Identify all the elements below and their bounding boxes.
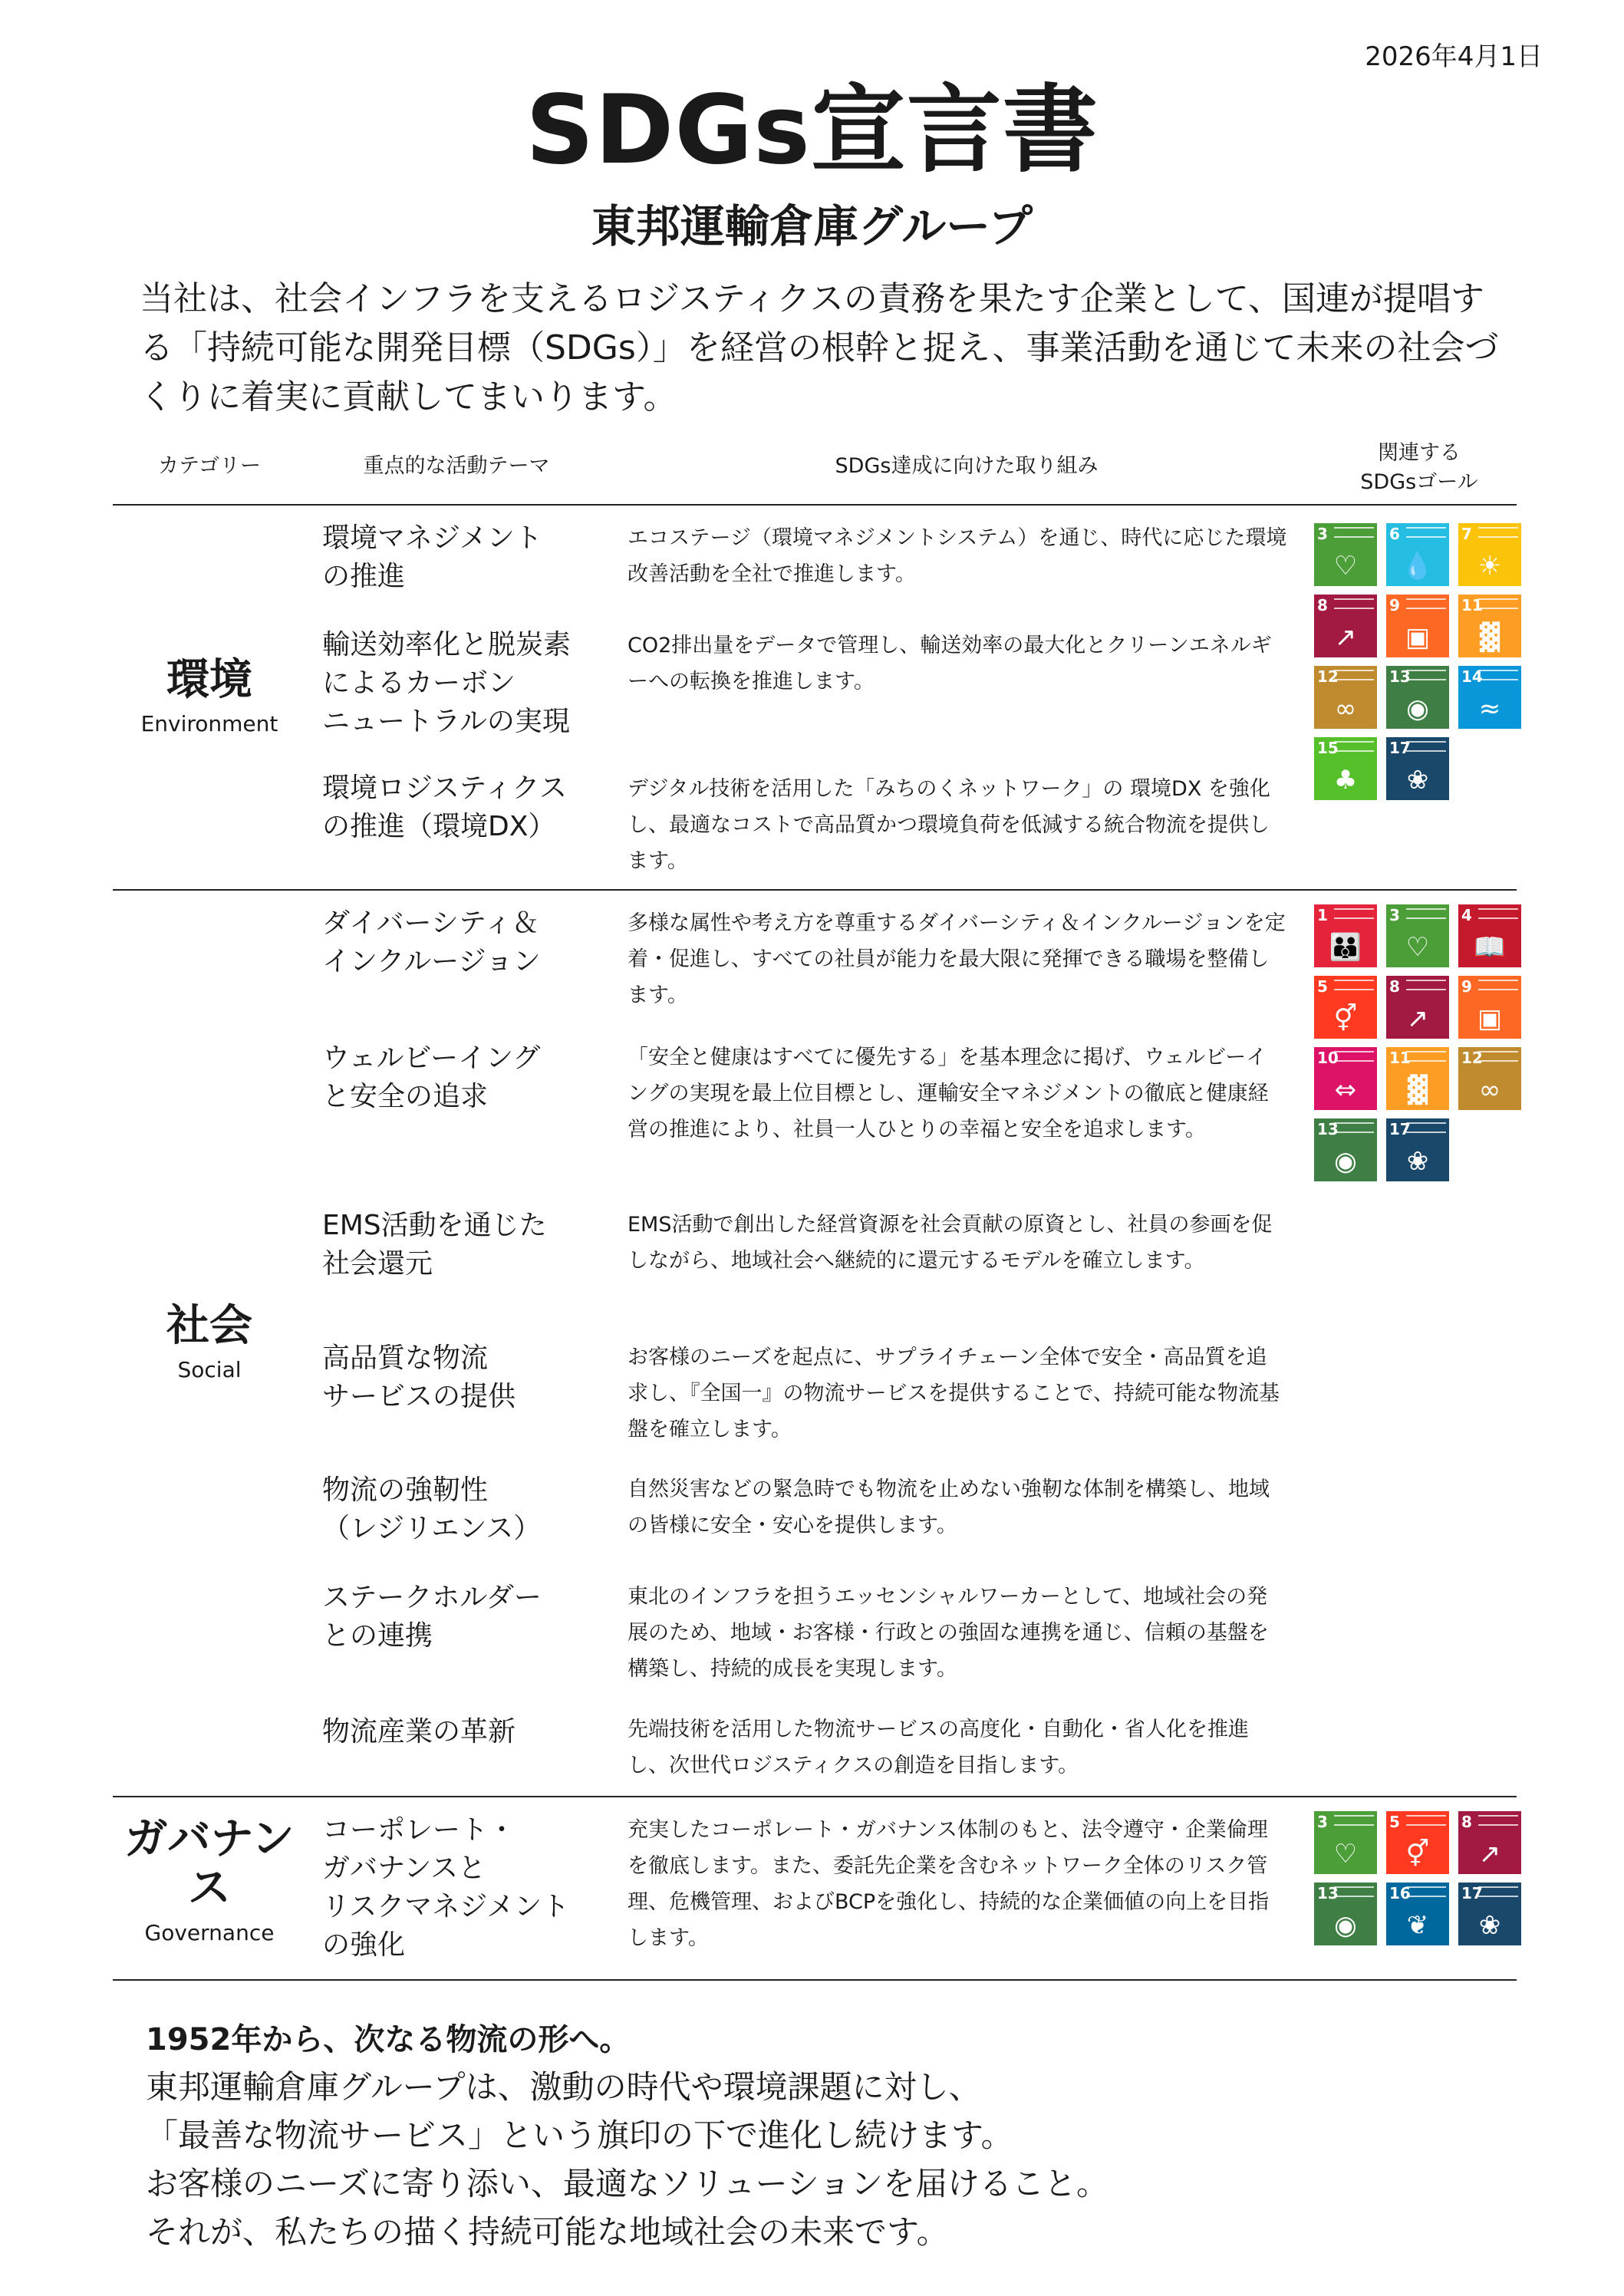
sdg-goal-14-tile [1458,666,1521,729]
earth-eye-icon: ◉ [1334,1910,1357,1941]
theme-soc-7: 物流産業の革新 [322,1716,516,1748]
sdg-goal-number: 17 [1461,1884,1483,1902]
sdg-goal-number: 11 [1461,596,1483,614]
sdg-goal-5-tile [1314,976,1377,1039]
sdg-goal-12-tile [1458,1047,1521,1110]
rule-environment-end [113,889,1517,891]
category-name-en: Social [177,1357,242,1383]
sdg-goal-caption-lines [1478,1815,1518,1826]
sdg-goal-number: 16 [1389,1884,1411,1902]
theme-soc-6: ステークホルダー との連携 [322,1582,542,1652]
sdg-goal-13-tile [1314,1883,1377,1945]
sdg-goal-caption-lines [1334,1815,1374,1826]
heartbeat-icon: ♡ [1333,1839,1358,1869]
sdg-goal-10-tile [1314,1047,1377,1110]
sdg-goal-caption-lines [1478,1051,1518,1062]
gender-icon: ⚥ [1333,1003,1358,1034]
closing-lead: 1952年から、次なる物流の形へ。 [146,2022,631,2057]
sdg-goal-3-tile [1314,1811,1377,1874]
sdg-goal-number: 12 [1317,667,1339,686]
sdg-goal-number: 13 [1317,1120,1339,1138]
sdg-goal-caption-lines [1334,1051,1374,1062]
sdg-goal-number: 5 [1317,977,1328,996]
city-buildings-icon: ▓ [1407,1075,1428,1105]
theme-soc-1: ダイバーシティ＆ インクルージョン [322,908,541,977]
heartbeat-icon: ♡ [1405,932,1430,963]
theme-soc-2: ウェルビーイング と安全の追求 [322,1043,541,1112]
sdg-goal-15-tile [1314,737,1377,800]
sdg-goal-8-tile [1458,1811,1521,1874]
sdg-goal-3-tile [1314,523,1377,586]
category-name: 環境 [166,655,252,705]
rule-governance-end [113,1979,1517,1981]
category-name: 社会 [166,1301,252,1351]
desc-env-3: デジタル技術を活用した「みちのくネットワーク」の 環境DX を強化し、最適なコストで高品質かつ環境負荷を低減する統合物流を提供します。 [628,777,1270,873]
sdg-goal-number: 11 [1389,1049,1411,1067]
theme-env-3: 環境ロジスティクス の推進（環境DX） [322,772,567,842]
rule-social-end [113,1796,1517,1797]
header-goals-line2: SDGsゴール [1360,470,1478,494]
sdg-goal-number: 9 [1461,977,1472,996]
sdg-goal-caption-lines [1406,1051,1446,1062]
category-name: ガバナンス [124,1814,295,1914]
closing-line-3: お客様のニーズに寄り添い、最適なソリューションを届けること。 [146,2165,1108,2202]
desc-env-1: エコステージ（環境マネジメントシステム）を通じ、時代に応じた環境改善活動を全社で推進します。 [628,526,1287,586]
growth-chart-icon: ↗ [1334,622,1357,653]
sdg-goal-12-tile [1314,666,1377,729]
sdg-goal-caption-lines [1406,527,1446,538]
sdg-goal-number: 15 [1317,739,1339,757]
closing-message [146,2017,1511,2256]
sdg-goal-5-tile [1386,1811,1449,1874]
gender-icon: ⚥ [1405,1839,1430,1869]
flower-rings-icon: ❀ [1478,1910,1501,1941]
sdg-goal-number: 3 [1317,1813,1328,1831]
sdg-goal-caption-lines [1334,741,1374,752]
sdg-goal-number: 4 [1461,906,1472,924]
earth-eye-icon: ◉ [1406,693,1429,724]
sdg-goal-caption-lines [1406,670,1446,680]
sdg-goal-number: 1 [1317,906,1328,924]
sdg-goal-caption-lines [1406,980,1446,990]
cubes-icon: ▣ [1477,1003,1503,1034]
sdg-goal-number: 6 [1389,525,1400,543]
sdg-goal-caption-lines [1406,1122,1446,1133]
category-name-en: Governance [144,1919,275,1945]
sdg-goal-number: 8 [1461,1813,1472,1831]
sdg-goal-number: 8 [1317,596,1328,614]
theme-env-2: 輸送効率化と脱炭素 によるカーボン ニュートラルの実現 [322,629,572,737]
desc-soc-4: お客様のニーズを起点に、サプライチェーン全体で安全・高品質を追求し、『全国一』の物流サービスを提供することで、持続可能な物流基盤を確立します。 [628,1346,1280,1441]
sdg-goal-number: 3 [1389,906,1400,924]
header-theme: 重点的な活動テーマ [363,454,550,478]
closing-line-4: それが、私たちの描く持続可能な地域社会の未来です。 [146,2213,949,2251]
flower-rings-icon: ❀ [1406,1146,1429,1177]
header-category: カテゴリー [158,454,261,478]
sdg-goal-number: 13 [1389,667,1411,686]
sdg-goal-16-tile [1386,1883,1449,1945]
desc-soc-2: 「安全と健康はすべてに優先する」を基本理念に掲げ、ウェルビーイングの実現を最上位目標とし、運輸安全マネジメントの徹底と健康経営の推進により、社員一人ひとりの幸福と安全を追求します。 [628,1046,1269,1141]
sdg-goal-6-tile [1386,523,1449,586]
sdg-goal-1-tile [1314,904,1377,967]
infinity-icon: ∞ [1334,693,1357,724]
desc-soc-3: EMS活動で創出した経営資源を社会貢献の原資とし、社員の参画を促しながら、地域社会へ継続的に還元するモデルを確立します。 [628,1213,1273,1273]
desc-gov-1: 充実したコーポレート・ガバナンス体制のもと、法令遵守・企業倫理を徹底します。また、委託先企業を含むネットワーク全体のリスク管理、危機管理、およびBCPを強化し、持続的な企業価値の向上を目指します。 [628,1818,1270,1950]
desc-soc-1: 多様な属性や考え方を尊重するダイバーシティ＆インクルージョンを定着・促進し、すべての社員が能力を最大限に発揮できる職場を整備します。 [628,911,1286,1007]
theme-soc-4: 高品質な物流 サービスの提供 [322,1342,516,1412]
theme-env-1: 環境マネジメント の推進 [322,522,542,592]
sdg-goal-17-tile [1458,1883,1521,1945]
sdg-goal-17-tile [1386,1118,1449,1181]
desc-env-2: CO2排出量をデータで管理し、輸送効率の最大化とクリーンエネルギーへの転換を推進します。 [628,634,1272,693]
sdg-goal-caption-lines [1406,1886,1446,1897]
infinity-icon: ∞ [1478,1075,1501,1105]
document-title: SDGs宣言書 [525,75,1099,186]
sdg-goal-9-tile [1386,595,1449,657]
sdg-goal-number: 12 [1461,1049,1483,1067]
sdg-goal-number: 10 [1317,1049,1339,1067]
sdg-goal-8-tile [1314,595,1377,657]
intro-paragraph: 当社は、社会インフラを支えるロジスティクスの責務を果たす企業として、国連が提唱する「持続可能な開発目標（SDGs）」を経営の根幹と捉え、事業活動を通じて未来の社会づくりに着実に貢献してまいります。 [140,279,1499,417]
document-date: 2026年4月1日 [1365,41,1543,72]
sdg-goal-caption-lines [1478,980,1518,990]
sdg-goal-11-tile [1458,595,1521,657]
theme-gov-1: コーポレート・ ガバナンスと リスクマネジメント の強化 [322,1814,570,1961]
rule-header [113,504,1517,506]
sdg-goal-8-tile [1386,976,1449,1039]
sdg-goal-caption-lines [1334,1122,1374,1133]
sdg-goal-caption-lines [1334,670,1374,680]
sdg-goal-number: 3 [1317,525,1328,543]
sdg-goal-caption-lines [1478,598,1518,609]
sdg-goal-17-tile [1386,737,1449,800]
cubes-icon: ▣ [1405,622,1431,653]
sdg-goal-11-tile [1386,1047,1449,1110]
sdg-goal-caption-lines [1334,908,1374,919]
sdg-goal-9-tile [1458,976,1521,1039]
desc-soc-5: 自然災害などの緊急時でも物流を止めない強靭な体制を構築し、地域の皆様に安全・安心を提供します。 [628,1477,1270,1537]
equality-arrows-icon: ⇔ [1334,1075,1357,1105]
sdg-goal-caption-lines [1478,527,1518,538]
sdg-goal-caption-lines [1478,908,1518,919]
sdg-goal-caption-lines [1406,598,1446,609]
desc-soc-6: 東北のインフラを担うエッセンシャルワーカーとして、地域社会の発展のため、地域・お客様・行政との強固な連携を通じ、信頼の基盤を構築し、持続的成長を実現します。 [628,1585,1269,1681]
sdg-goal-caption-lines [1334,980,1374,990]
sdg-goal-number: 13 [1317,1884,1339,1902]
desc-soc-7: 先端技術を活用した物流サービスの高度化・自動化・省人化を推進し、次世代ロジスティクスの創造を目指します。 [628,1718,1249,1777]
sdg-goal-13-tile [1314,1118,1377,1181]
sdg-goal-number: 17 [1389,739,1411,757]
tree-bird-icon: ♣ [1333,765,1358,796]
sdg-goal-13-tile [1386,666,1449,729]
sdg-goal-caption-lines [1478,670,1518,680]
category-social [113,1302,306,1382]
sdg-goal-number: 14 [1461,667,1483,686]
closing-line-1: 東邦運輸倉庫グループは、激動の時代や環境課題に対し、 [146,2068,981,2106]
sdg-goal-caption-lines [1406,741,1446,752]
sdg-goal-caption-lines [1334,527,1374,538]
earth-eye-icon: ◉ [1334,1146,1357,1177]
sdg-goal-caption-lines [1334,1886,1374,1897]
flower-rings-icon: ❀ [1406,765,1429,796]
theme-soc-3: EMS活動を通じた 社会還元 [322,1210,547,1280]
sdg-goal-number: 17 [1389,1120,1411,1138]
sdg-goal-number: 9 [1389,596,1400,614]
book-icon: 📖 [1473,932,1507,963]
sdg-goal-caption-lines [1478,1886,1518,1897]
company-name: 東邦運輸倉庫グループ [591,200,1033,252]
theme-soc-5: 物流の強靭性 （レジリエンス） [322,1474,542,1544]
dove-icon: ❦ [1406,1910,1429,1941]
header-goals-line1: 関連する [1378,441,1461,465]
category-environment [113,656,306,736]
growth-chart-icon: ↗ [1406,1003,1429,1034]
header-goals [1304,439,1534,497]
city-buildings-icon: ▓ [1479,622,1500,653]
heartbeat-icon: ♡ [1333,551,1358,581]
water-drop-icon: 💧 [1401,551,1435,581]
category-governance [113,1815,306,1945]
sdg-goal-7-tile [1458,523,1521,586]
sdg-goal-4-tile [1458,904,1521,967]
sdg-goal-caption-lines [1406,1815,1446,1826]
man-group-icon: 👪 [1329,932,1362,963]
fish-icon: ≈ [1478,693,1501,724]
header-initiative: SDGs達成に向けた取り組み [835,454,1099,478]
sdg-goal-caption-lines [1334,598,1374,609]
sdg-goal-caption-lines [1406,908,1446,919]
sdg-goal-number: 8 [1389,977,1400,996]
growth-chart-icon: ↗ [1478,1839,1501,1869]
sdg-goal-number: 5 [1389,1813,1400,1831]
category-name-en: Environment [140,711,278,737]
closing-line-2: 「最善な物流サービス」という旗印の下で進化し続けます。 [146,2116,1013,2154]
sdg-goal-number: 7 [1461,525,1472,543]
sdg-goal-3-tile [1386,904,1449,967]
sun-icon: ☀ [1477,551,1502,581]
